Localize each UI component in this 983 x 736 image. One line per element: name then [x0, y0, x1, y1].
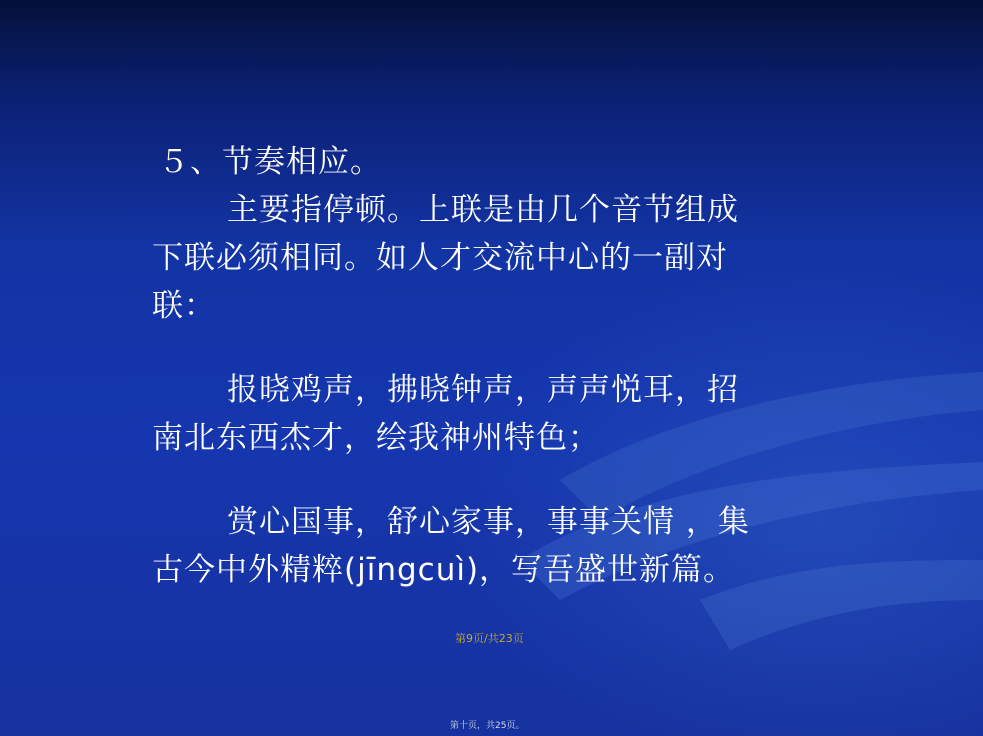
couplet-line: 古今中外精粹(jīngcuì)，写吾盛世新篇。 [152, 552, 736, 588]
spacer [152, 462, 852, 498]
slide-content [152, 138, 852, 594]
spacer [152, 330, 852, 366]
couplet-line: 南北东西杰才，绘我神州特色； [152, 420, 600, 456]
couplet-line: 赏心国事，舒心家事，事事关情 ，集 [227, 504, 750, 540]
footer-page-note: 第十页，共25页。 [450, 721, 525, 731]
section-heading: ５、节奏相应。 [158, 144, 382, 180]
paragraph-line: 联： [152, 288, 216, 324]
paragraph-line: 主要指停顿。上联是由几个音节组成 [227, 192, 739, 228]
couplet-line: 报晓鸡声，拂晓钟声，声声悦耳，招 [227, 372, 739, 408]
page-indicator: 第9页/共23页 [455, 632, 524, 645]
paragraph-line: 下联必须相同。如人才交流中心的一副对 [152, 240, 728, 276]
